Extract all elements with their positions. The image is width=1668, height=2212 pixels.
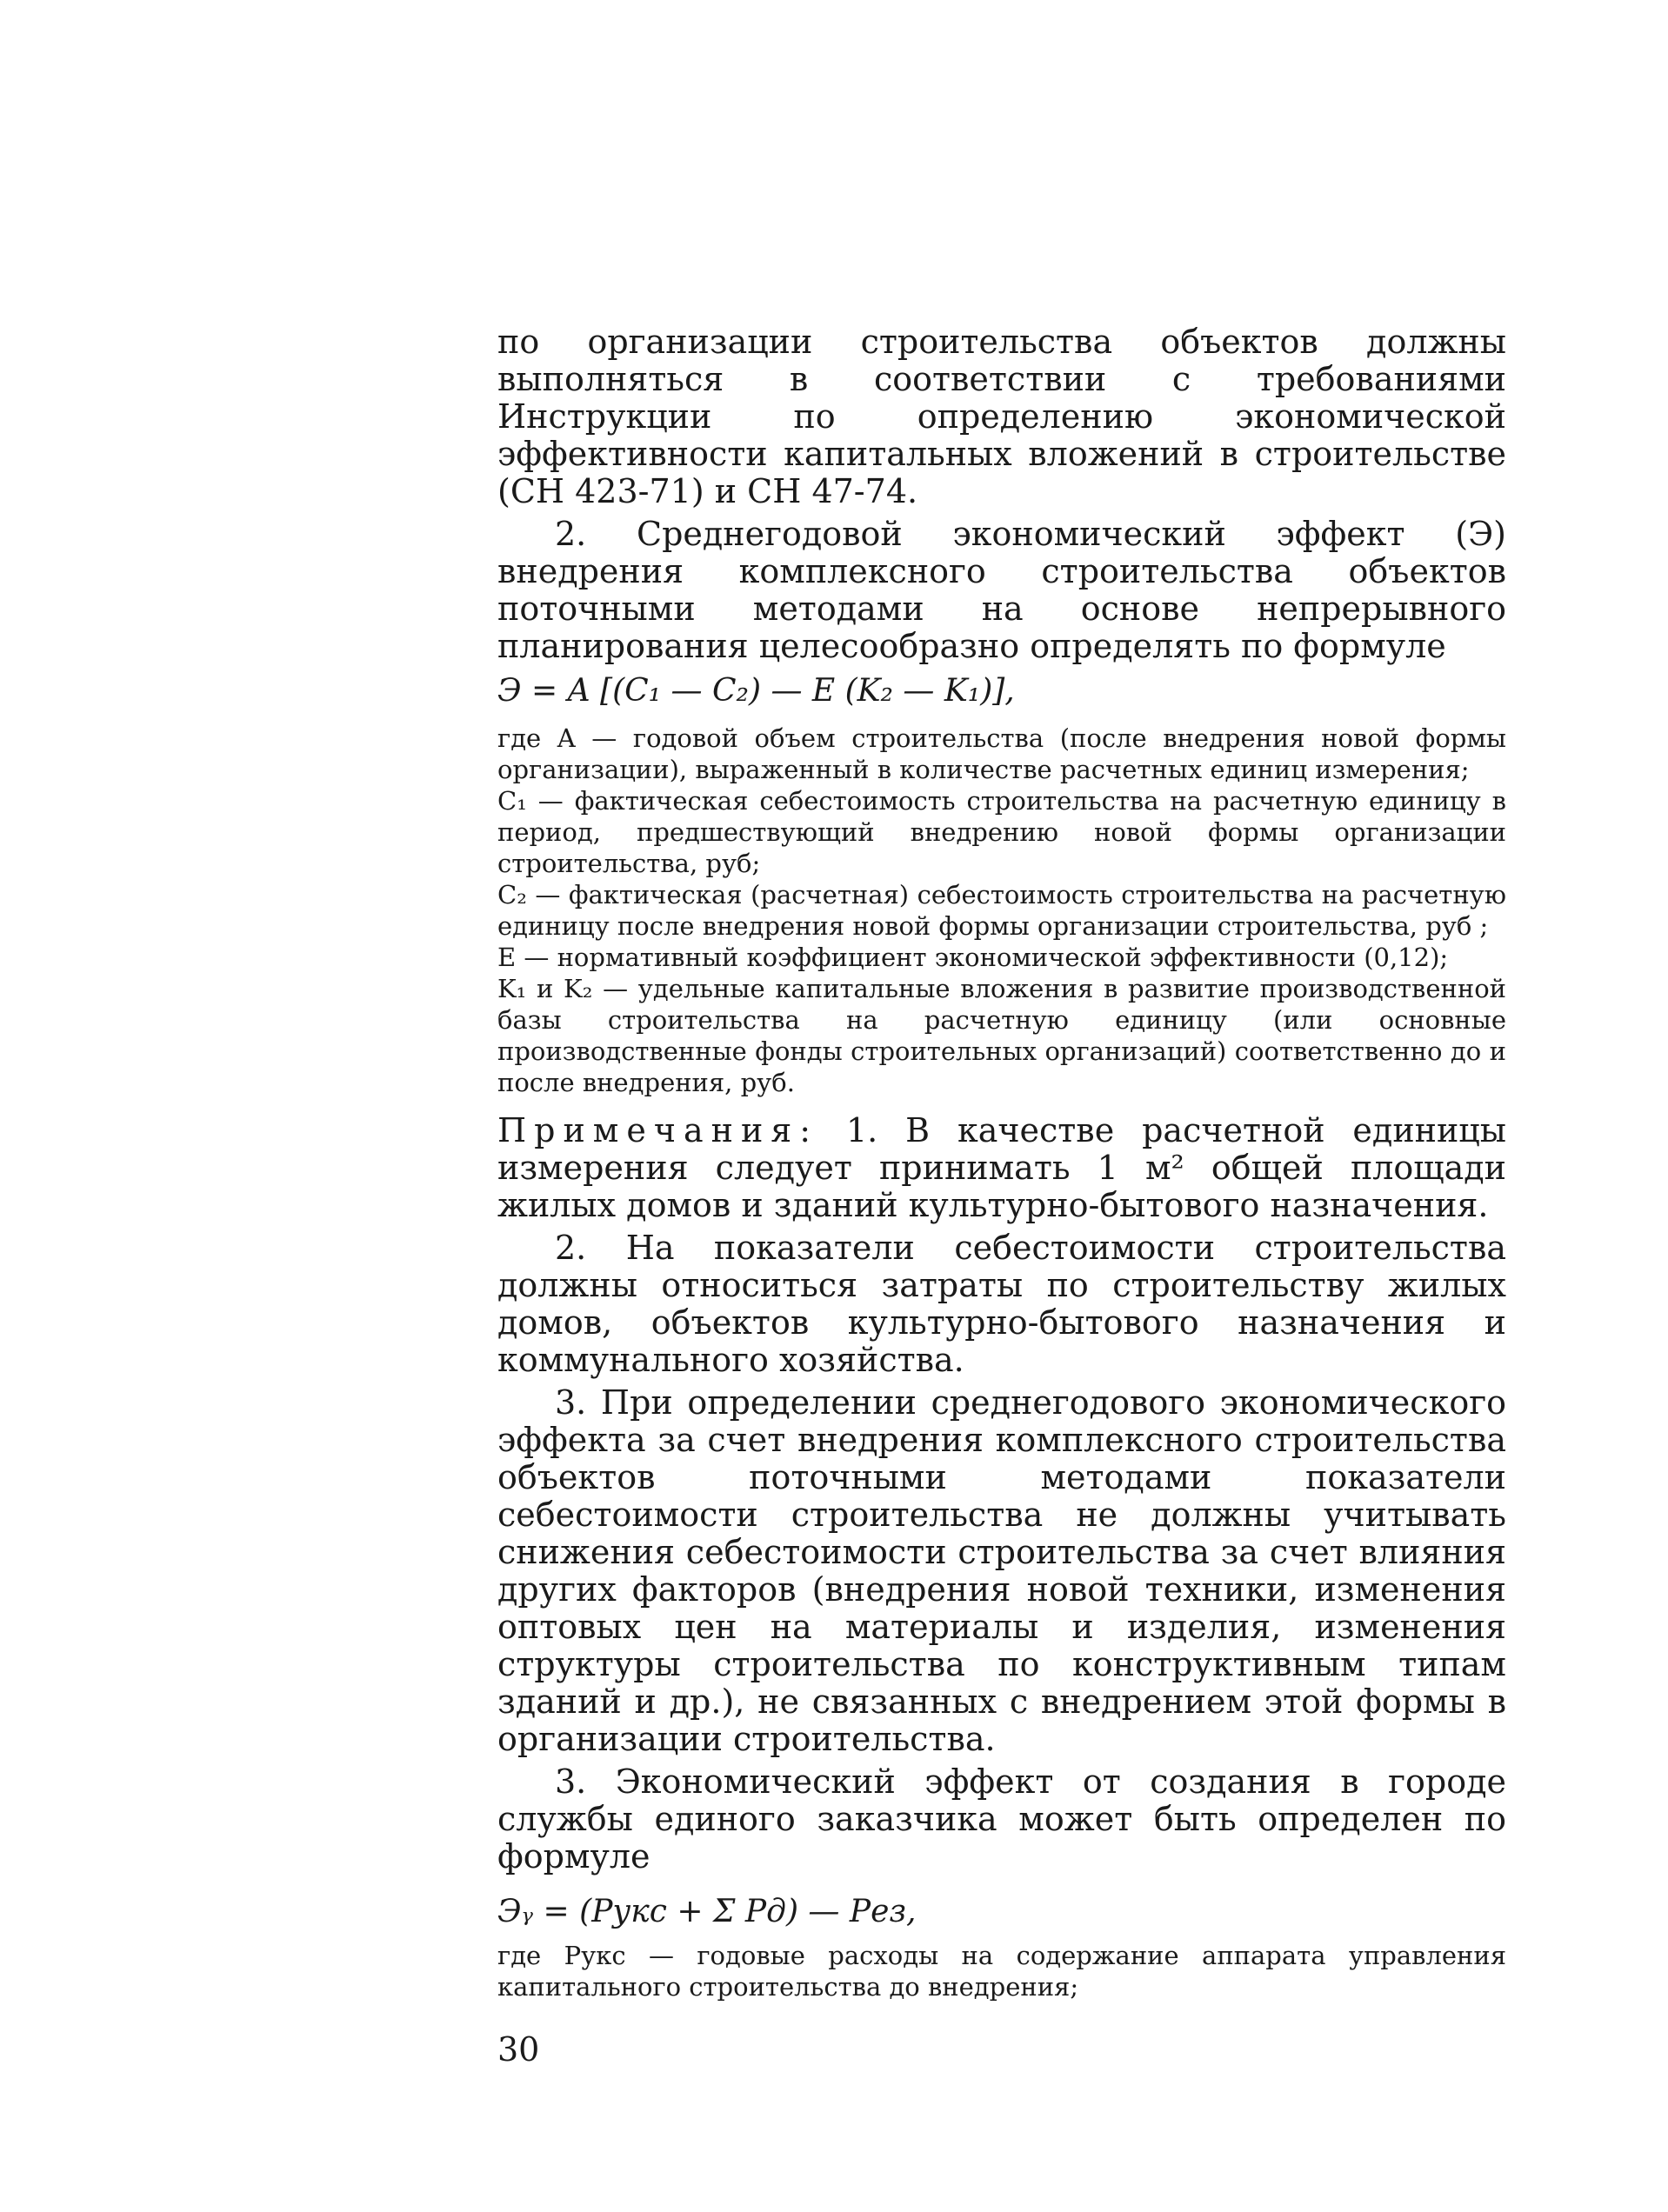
formula-effect: Э = A [(C₁ — C₂) — E (K₂ — K₁)],	[497, 673, 1015, 709]
note-2: 2. На показатели себестоимости строительства должны относиться затраты по строительству жилых домов, объектов культурно-бытового назначения и коммунального хозяйства.	[497, 1229, 1506, 1379]
definition-e: E — нормативный коэффициент экономической эффективности (0,12);	[497, 943, 1449, 972]
definition-a: где A — годовой объем строительства (после внедрения новой формы организации), выраженный в количестве расчетных единиц измерения;	[497, 723, 1506, 784]
definition-k: K₁ и K₂ — удельные капитальные вложения в развитие производственной базы строительства на расчетную единицу (или основные производственные фонды строительных организаций) соответственно до и после внедрения, руб.	[497, 974, 1506, 1097]
note-1	[497, 1112, 1506, 1224]
paragraph-3: 3. Экономический эффект от создания в городе службы единого заказчика может быть определен по формуле	[497, 1762, 1506, 1876]
document-page	[497, 323, 1506, 2002]
formula-customer: Эᵧ = (Pукс + Σ Pд) — Pез,	[497, 1894, 917, 1929]
page-number: 30	[497, 2030, 540, 2069]
paragraph-intro: по организации строительства объектов должны выполняться в соответствии с требованиями Инструкции по определению экономической эффективности капитальных вложений в строительстве (СН 423-71) и СН 47-74.	[497, 323, 1506, 510]
definition-c1: C₁ — фактическая себестоимость строительства на расчетную единицу в период, предшествующий внедрению новой формы организации строительства, руб;	[497, 786, 1506, 878]
paragraph-2: 2. Среднегодовой экономический эффект (Э) внедрения комплексного строительства объектов поточными методами на основе непрерывного планирования целесообразно определять по формуле	[497, 515, 1506, 665]
notes-heading: Примечания:	[497, 1111, 819, 1149]
definition-pyks: где Pукс — годовые расходы на содержание аппарата управления капитального строительства до внедрения;	[497, 1941, 1506, 2002]
note-1-text: 1. В качестве расчетной единицы измерения следует принимать 1 м² общей площади жилых домов и зданий культурно-бытового назначения.	[497, 1111, 1506, 1224]
definition-c2: C₂ — фактическая (расчетная) себестоимость строительства на расчетную единицу после внедрения новой формы организации строительства, руб ;	[497, 880, 1506, 941]
note-3: 3. При определении среднегодового экономического эффекта за счет внедрения комплексного строительства объектов поточными методами показатели себестоимости строительства не должны учитывать снижения себестоимости строительства за счет влияния других факторов (внедрения новой техники, изменения оптовых цен на материалы и изделия, изменения структуры строительства по конструктивным типам зданий и др.), не связанных с внедрением этой формы в организации строительства.	[497, 1383, 1506, 1758]
